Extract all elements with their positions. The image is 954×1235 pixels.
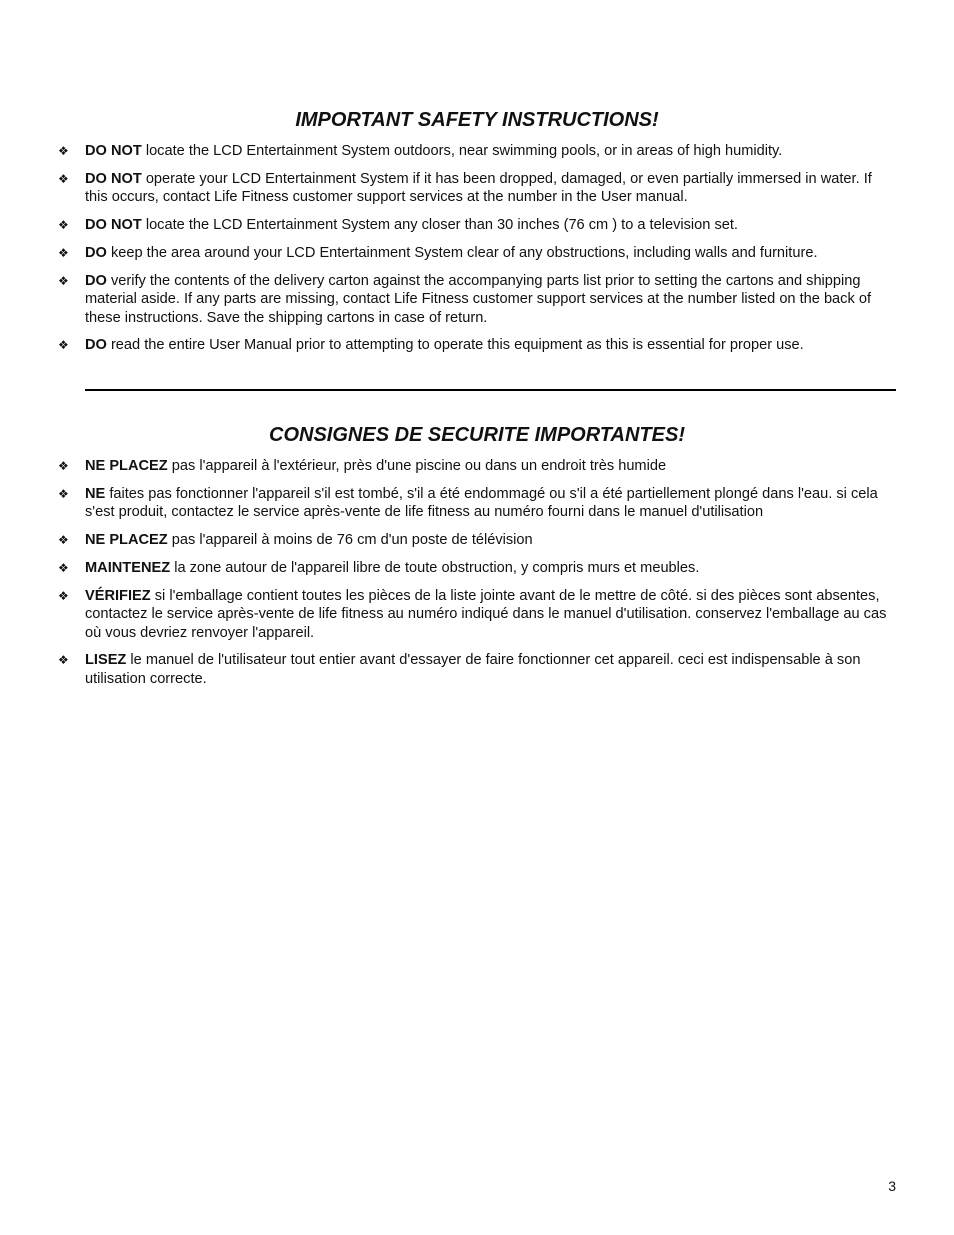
list-item [58,531,894,550]
list-item [58,559,894,578]
item-keyword: DO NOT [85,170,142,187]
list-item [58,651,894,688]
list-item [58,587,894,643]
item-keyword: DO NOT [85,217,142,234]
section-title-english: IMPORTANT SAFETY INSTRUCTIONS! [295,109,659,131]
item-keyword: DO NOT [85,143,142,159]
item-text: pas l'appareil à moins de 76 cm d'un poste de télévision [167,532,533,549]
four-diamond-bullet-icon: ❖ [58,218,69,233]
item-keyword: NE PLACEZ [85,532,168,549]
item-keyword: DO [85,272,107,289]
item-text: keep the area around your LCD Entertainment System clear of any obstructions, including walls and furniture. [106,244,818,261]
item-keyword: DO [85,337,107,354]
list-item [58,336,894,355]
item-keyword: LISEZ [85,652,127,669]
four-diamond-bullet-icon: ❖ [58,486,69,501]
item-text: si l'emballage contient toutes les pièces de la liste jointe avant de le mettre de côté. si des pièces sont absentes, contactez le service après-vente de life fitness au numéro indiqué dans le manuel d'utilisation. conservez l'emballage au cas où vous devriez renvoyer l'appareil. [85,587,887,641]
safety-list-french [58,457,894,698]
item-keyword: NE PLACEZ [85,458,168,474]
four-diamond-bullet-icon: ❖ [58,459,69,473]
four-diamond-bullet-icon: ❖ [58,588,69,603]
item-text: pas l'appareil à l'extérieur, près d'une piscine ou dans un endroit très humide [167,458,667,474]
item-text: verify the contents of the delivery carton against the accompanying parts list prior to setting the cartons and shipping material aside. If any parts are missing, contact Life Fitness customer support services at the number listed on the back of these instructions. Save the shipping cartons in case of return. [85,272,871,326]
item-keyword: VÉRIFIEZ [85,587,151,604]
four-diamond-bullet-icon: ❖ [58,338,69,353]
item-keyword: DO [85,244,107,261]
item-text: operate your LCD Entertainment System if it has been dropped, damaged, or even partially immersed in water. If this occurs, contact Life Fitness customer support services at the number in the User manual. [85,170,872,206]
list-item [58,170,894,207]
four-diamond-bullet-icon: ❖ [58,171,69,186]
list-item [58,216,894,235]
item-text: locate the LCD Entertainment System outdoors, near swimming pools, or in areas of high humidity. [141,143,783,159]
four-diamond-bullet-icon: ❖ [58,653,69,668]
four-diamond-bullet-icon: ❖ [58,560,69,575]
item-keyword: MAINTENEZ [85,559,171,576]
item-text: le manuel de l'utilisateur tout entier avant d'essayer de faire fonctionner cet appareil. ceci est indispensable à son utilisation correcte. [85,652,861,687]
four-diamond-bullet-icon: ❖ [58,144,69,158]
list-item [58,485,894,522]
four-diamond-bullet-icon: ❖ [58,245,69,260]
section-divider [85,389,896,391]
list-item [58,457,894,476]
page-number: 3 [888,1178,896,1194]
safety-list-english [58,142,894,364]
section-title-french: CONSIGNES DE SECURITE IMPORTANTES! [269,424,685,446]
item-text: faites pas fonctionner l'appareil s'il est tombé, s'il a été endommagé ou s'il a été partiellement plongé dans l'eau. si cela s'est produit, contactez le service après-vente de life fitness au numéro fourni dans le manuel d'utilisation [85,485,878,521]
item-text: read the entire User Manual prior to attempting to operate this equipment as this is essential for proper use. [106,337,804,354]
four-diamond-bullet-icon: ❖ [58,533,69,548]
item-keyword: NE [85,485,106,502]
item-text: locate the LCD Entertainment System any closer than 30 inches (76 cm ) to a television set. [141,217,738,234]
list-item [58,272,894,328]
four-diamond-bullet-icon: ❖ [58,273,69,288]
list-item [58,244,894,263]
item-text: la zone autour de l'appareil libre de toute obstruction, y compris murs et meubles. [170,559,700,576]
list-item [58,142,894,161]
